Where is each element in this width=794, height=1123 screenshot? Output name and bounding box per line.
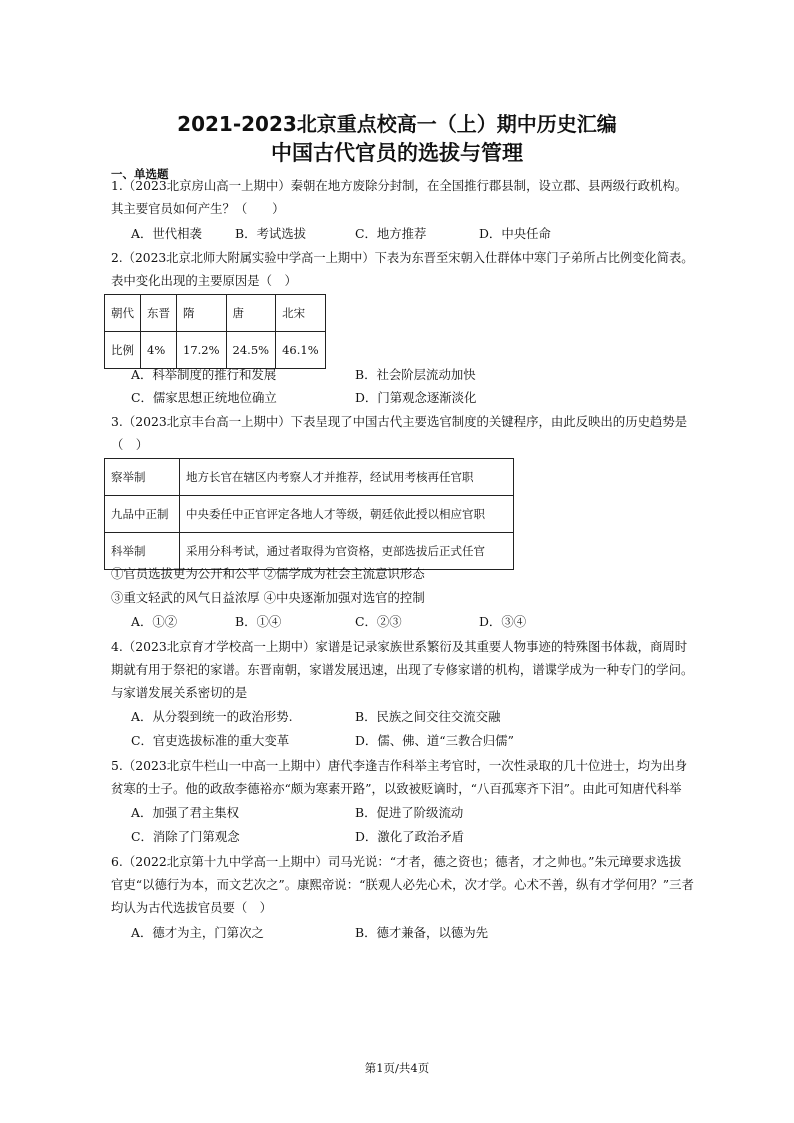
q3-option-d: D．③④: [479, 614, 527, 629]
q5-stem-line2: 贫寒的士子。他的政敌李德裕亦“颇为寒素开路”，以致被贬谪时，“八百孤寒齐下泪”。由此可知唐代科举: [111, 781, 682, 796]
q1-option-b: B．考试选拔: [235, 226, 307, 241]
table-cell: 朝代: [105, 295, 141, 332]
table-row: [105, 533, 514, 570]
table-cell: 唐: [226, 295, 276, 332]
q2-option-c: C．儒家思想正统地位确立: [131, 390, 277, 405]
table-cell: 比例: [105, 332, 141, 369]
table-row: [105, 295, 326, 332]
table-row: [105, 496, 514, 533]
table-cell: 隋: [177, 295, 227, 332]
table-cell: 24.5%: [226, 332, 276, 369]
q4-stem-line3: 与家谱发展关系密切的是: [111, 685, 248, 700]
table-row: [105, 332, 326, 369]
q2-option-a: A．科举制度的推行和发展: [131, 367, 277, 382]
section-heading: 一、单选题: [111, 167, 169, 181]
q6-stem-line3: 均认为古代选拔官员要（ ）: [111, 900, 273, 915]
q5-option-d: D．激化了政治矛盾: [355, 829, 465, 844]
table-cell: 科举制: [105, 533, 180, 570]
q5-option-b: B．促进了阶级流动: [355, 805, 464, 820]
table-cell: 九品中正制: [105, 496, 180, 533]
q2-ratio-table: [104, 294, 326, 369]
q6-option-a: A．德才为主，门第次之: [131, 925, 264, 940]
q3-system-table: [104, 458, 514, 570]
doc-title: 2021-2023北京重点校高一（上）期中历史汇编: [177, 112, 617, 136]
q3-stem-line2: （ ）: [111, 437, 149, 452]
q2-stem-line1: 2.（2023北京北师大附属实验中学高一上期中）下表为东晋至宋朝入仕群体中寒门子弟所占比例变化简表。: [111, 250, 694, 265]
q1-option-a: A．世代相袭: [131, 226, 202, 241]
table-cell: 察举制: [105, 459, 180, 496]
q3-statements-line2: ③重文轻武的风气日益浓厚 ④中央逐渐加强对选官的控制: [111, 590, 425, 605]
q3-option-c: C．②③: [355, 614, 402, 629]
q5-stem-line1: 5.（2023北京牛栏山一中高一上期中）唐代李逢吉作科举主考官时，一次性录取的几十位进士，均为出身: [111, 758, 688, 773]
q2-option-b: B．社会阶层流动加快: [355, 367, 476, 382]
q6-stem-line1: 6.（2022北京第十九中学高一上期中）司马光说：“才者，德之资也；德者，才之帅也。”朱元璋要求选拔: [111, 854, 682, 869]
q4-option-c: C．官吏选拔标准的重大变革: [131, 733, 290, 748]
q1-option-c: C．地方推荐: [355, 226, 427, 241]
table-cell: 4%: [141, 332, 177, 369]
q3-statements-line1: ①官员选拔更为公开和公平 ②儒学成为社会主流意识形态: [111, 566, 425, 581]
table-cell: 地方长官在辖区内考察人才并推荐，经试用考核再任官职: [180, 459, 514, 496]
q3-stem-line1: 3.（2023北京丰台高一上期中）下表呈现了中国古代主要选官制度的关键程序，由此反映出的历史趋势是: [111, 414, 688, 429]
q3-option-a: A．①②: [131, 614, 178, 629]
q4-option-a: A．从分裂到统一的政治形势.: [131, 709, 293, 724]
doc-subtitle: 中国古代官员的选拔与管理: [271, 141, 523, 165]
q5-option-c: C．消除了门第观念: [131, 829, 240, 844]
q1-stem-line2: 其主要官员如何产生？（ ）: [111, 201, 285, 216]
table-cell: 17.2%: [177, 332, 227, 369]
table-cell: 46.1%: [276, 332, 326, 369]
q3-option-b: B．①④: [235, 614, 282, 629]
table-cell: 北宋: [276, 295, 326, 332]
page-number: 第1页/共4页: [364, 1061, 430, 1075]
q1-stem-line1: 1.（2023北京房山高一上期中）秦朝在地方废除分封制，在全国推行郡县制，设立郡、县两级行政机构。: [111, 178, 688, 193]
q4-stem-line1: 4.（2023北京育才学校高一上期中）家谱是记录家族世系繁衍及其重要人物事迹的特殊图书体裁，商周时: [111, 639, 688, 654]
q5-option-a: A．加强了君主集权: [131, 805, 240, 820]
q2-option-d: D．门第观念逐渐淡化: [355, 390, 477, 405]
q6-stem-line2: 官吏“以德行为本，而文艺次之”。康熙帝说：“朕观人必先心术，次才学。心术不善，纵有才学何用？”三者: [111, 877, 694, 892]
q1-option-d: D．中央任命: [479, 226, 551, 241]
q4-option-b: B．民族之间交往交流交融: [355, 709, 501, 724]
table-row: [105, 459, 514, 496]
table-cell: 中央委任中正官评定各地人才等级，朝廷依此授以相应官职: [180, 496, 514, 533]
q4-option-d: D．儒、佛、道“三教合归儒”: [355, 733, 514, 748]
table-cell: 采用分科考试，通过者取得为官资格，吏部选拔后正式任官: [180, 533, 514, 570]
q4-stem-line2: 期就有用于祭祀的家谱。东晋南朝，家谱发展迅速，出现了专修家谱的机构，谱谍学成为一种专门的学问。: [111, 662, 694, 677]
q2-stem-line2: 表中变化出现的主要原因是（ ）: [111, 273, 297, 288]
q6-option-b: B．德才兼备，以德为先: [355, 925, 489, 940]
table-cell: 东晋: [141, 295, 177, 332]
